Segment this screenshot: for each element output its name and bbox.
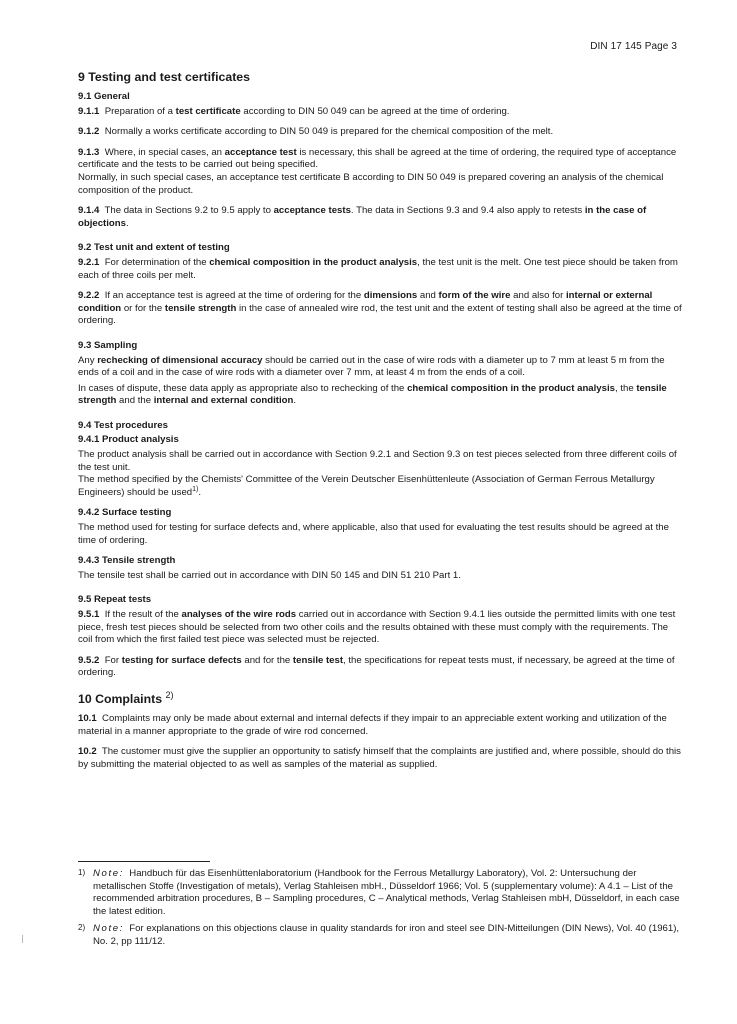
clause-emphasis: internal or external condition (78, 290, 653, 314)
clause-text: Normally a works certificate according to DIN 50 049 is prepared for the chemical composition of the melt. (104, 126, 554, 138)
clause-text: Where, in special cases, an (104, 146, 225, 158)
section-9-3-heading: 9.3 Sampling (78, 339, 138, 351)
clause-emphasis: chemical composition in the product analysis (407, 382, 615, 394)
clause-9-1-1 (78, 106, 682, 119)
footnotes (78, 861, 682, 954)
clause-emphasis: acceptance tests (273, 205, 351, 217)
clause-text: . The data in Sections 9.3 and 9.4 also apply to retests (350, 205, 585, 217)
clause-text: according to DIN 50 049 can be agreed at the time of ordering. (240, 105, 510, 117)
clause-9-3-para-1 (78, 355, 682, 380)
clause-number: 9.1.2 (78, 126, 100, 138)
clause-text: For (104, 654, 122, 666)
clause-text: Preparation of a (104, 105, 176, 117)
clause-text: Complaints may only be made about external and internal defects if they impair to an appreciable extent working and utilization of the material in a manner appropriate to the grade of wire rod concerned. (78, 712, 667, 737)
clause-number: 9.2.2 (78, 290, 100, 302)
clause-9-1-2 (78, 126, 682, 139)
clause-9-5-2 (78, 655, 682, 680)
clause-emphasis: testing for surface defects (121, 654, 242, 666)
section-9-4-3-heading: 9.4.3 Tensile strength (78, 555, 176, 567)
clause-9-1-3 (78, 147, 682, 172)
clause-number: 9.5.1 (78, 609, 100, 620)
section-9-4-2-heading: 9.4.2 Surface testing (78, 507, 172, 519)
clause-emphasis: internal and external condition (153, 395, 294, 407)
clause-emphasis: analyses of the wire rods (181, 609, 297, 620)
footnote-ref: 1) (192, 485, 199, 493)
clause-text: If an acceptance test is agreed at the time of ordering for the (104, 290, 364, 302)
clause-emphasis: tensile strength (78, 382, 667, 407)
document-body (78, 70, 682, 779)
clause-9-1-3-continued: Normally, in such special cases, an acceptance test certificate B according to DIN 50 049 is prepared covering an analysis of the chemical composition of the product. (78, 171, 664, 196)
clause-text: or for the (121, 302, 165, 314)
clause-text: For determination of the (104, 256, 210, 268)
clause-9-4-2: The method used for testing for surface defects and, where applicable, also that used for evaluating the test results should be agreed at the time of ordering. (78, 522, 669, 546)
clause-emphasis: acceptance test (224, 146, 297, 158)
section-10-title: 10 Complaints (78, 691, 163, 706)
footnote-label: Note: (93, 868, 124, 879)
section-9-2-heading: 9.2 Test unit and extent of testing (78, 242, 230, 254)
scan-edge-mark (22, 935, 23, 943)
clause-text: and also for (510, 290, 566, 302)
clause-emphasis: rechecking of dimensional accuracy (97, 354, 263, 366)
clause-text: , the specifications for repeat tests must, if necessary, be agreed at the time of ordering. (78, 654, 675, 679)
clause-text: The data in Sections 9.2 to 9.5 apply to (104, 205, 274, 217)
clause-number: 10.1 (78, 712, 97, 724)
clause-9-2-2 (78, 290, 682, 328)
footnote-text: For explanations on this objections clause in quality standards for iron and steel see DIN-Mitteilungen (DIN News), Vol. 40 (1961), No. 2, pp 111/12. (93, 923, 680, 947)
clause-9-4-1-para-1: The product analysis shall be carried out in accordance with Section 9.2.1 and Section 9.3 on test pieces selected from three different coils of the test unit. (78, 449, 677, 473)
clause-number: 9.1.4 (78, 205, 100, 217)
footnote-1 (78, 868, 682, 918)
clause-9-3-para-2 (78, 383, 682, 408)
clause-emphasis: chemical composition in the product analysis (209, 256, 418, 268)
clause-emphasis: test certificate (175, 105, 241, 117)
clause-text: The customer must give the supplier an opportunity to satisfy himself that the complaints are justified and, where possible, should do this by submitting the material objected to as well as samples of the material as supplied. (78, 746, 681, 770)
clause-9-5-1 (78, 609, 682, 647)
clause-number: 9.1.1 (78, 105, 100, 117)
clause-text: should be carried out in the case of wire rods with a diameter up to 7 mm at least 5 m from the ends of a coil and in the case of wire rods with a diameter over 7 mm, at least 4 m from the ends of a coil. (78, 354, 665, 379)
footnote-mark: 1) (78, 868, 86, 877)
clause-text: . (125, 217, 129, 229)
clause-number: 9.2.1 (78, 256, 100, 268)
clause-text: Any (78, 354, 98, 366)
section-9-4-1-heading: 9.4.1 Product analysis (78, 434, 179, 446)
clause-text: , the test unit is the melt. One test piece should be taken from each of three coils per melt. (78, 256, 678, 281)
page-header: DIN 17 145 Page 3 (590, 41, 677, 52)
clause-9-4-1-para-2 (78, 474, 682, 499)
footnote-ref: 2) (165, 689, 174, 700)
footnote-label: Note: (93, 923, 124, 935)
clause-text: . (293, 395, 297, 407)
clause-text: and (417, 290, 439, 302)
clause-text: and for the (241, 654, 293, 666)
clause-9-1-4 (78, 205, 682, 230)
clause-9-2-1 (78, 257, 682, 282)
clause-text: in the case of annealed wire rod, the test unit and the extent of testing shall also be agreed at the time of ordering. (78, 302, 682, 327)
section-9-1-heading: 9.1 General (78, 91, 130, 102)
clause-9-4-3: The tensile test shall be carried out in accordance with DIN 50 145 and DIN 51 210 Part 1. (78, 569, 461, 581)
clause-text: If the result of the (104, 609, 182, 620)
clause-10-2 (78, 746, 682, 771)
clause-emphasis: in the case of objections (78, 205, 647, 229)
section-9-4-heading: 9.4 Test procedures (78, 419, 168, 431)
clause-text: . (198, 486, 202, 498)
clause-text: is necessary, this shall be agreed at the time of ordering, the required type of acceptance certificate and the tests to be carried out being specified. (78, 146, 677, 171)
clause-text: carried out in accordance with Section 9.4.1 lies outside the permitted limits with one test piece, fresh test pieces should be selected from two other coils and the results obtained with these must comply with the requirements. The coil from which the first failed test piece was selected must be rejected. (78, 609, 676, 646)
clause-number: 10.2 (78, 746, 97, 758)
section-9-5-heading: 9.5 Repeat tests (78, 594, 152, 606)
clause-text: and the (116, 395, 154, 407)
clause-emphasis: tensile strength (164, 302, 237, 314)
footnote-mark: 2) (78, 923, 86, 933)
clause-emphasis: form of the wire (438, 290, 511, 302)
clause-text: In cases of dispute, these data apply as appropriate also to rechecking of the (78, 382, 408, 394)
section-10-heading (78, 689, 682, 707)
clause-emphasis: tensile test (292, 654, 344, 666)
footnote-divider (78, 861, 210, 862)
clause-text: , the (614, 382, 637, 394)
clause-number: 9.5.2 (78, 654, 100, 666)
footnote-2 (78, 923, 682, 948)
footnote-text: Handbuch für das Eisenhüttenlaboratorium (Handbook for the Ferrous Metallurgy Laboratory), Vol. 2: Untersuchung der metallischen Stoffe (Investigation of metals), Verlag Stahleisen mbH., Düsseldorf 1966; Vol. 5 (supplementary volume): A 4.1 – List of the recommended arbitration procedures, B – Sampling procedures, C – Analytical methods, Verlag Stahleisen mbH, Düsseldorf, in each case the latest edition. (93, 868, 680, 917)
clause-number: 9.1.3 (78, 146, 100, 158)
section-9-heading: 9 Testing and test certificates (78, 70, 250, 84)
clause-text: The method specified by the Chemists' Committee of the Verein Deutscher Eisenhüttenleute (Association of German Ferrous Metallurgy Engineers) should be used (78, 474, 655, 498)
clause-10-1 (78, 713, 682, 738)
clause-emphasis: dimensions (363, 290, 418, 302)
